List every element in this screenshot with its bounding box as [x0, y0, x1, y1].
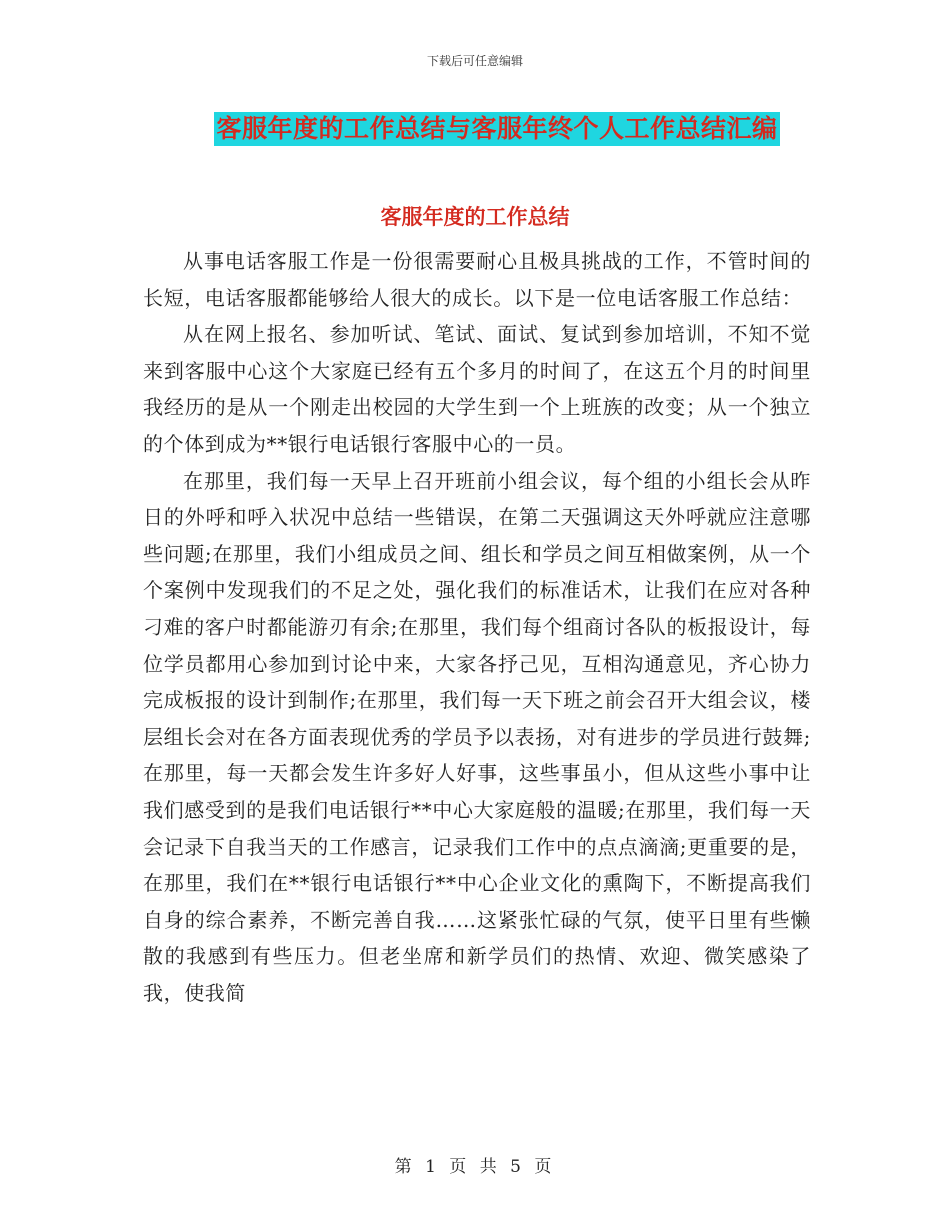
main-title-container [0, 112, 950, 146]
document-body [143, 243, 811, 1011]
main-title: 客服年度的工作总结与客服年终个人工作总结汇编 [214, 112, 779, 146]
paragraph: 从事电话客服工作是一份很需要耐心且极具挑战的工作，不管时间的长短，电话客服都能够给人很大的成长。以下是一位电话客服工作总结： [143, 249, 811, 310]
paragraph: 从在网上报名、参加听试、笔试、面试、复试到参加培训，不知不觉来到客服中心这个大家庭已经有五个多月的时间了，在这五个月的时间里我经历的是从一个刚走出校园的大学生到一个上班族的改变；从一个独立的个体到成为**银行电话银行客服中心的一员。 [143, 322, 811, 456]
paragraph: 在那里，我们每一天早上召开班前小组会议，每个组的小组长会从昨日的外呼和呼入状况中总结一些错误，在第二天强调这天外呼就应注意哪些问题;在那里，我们小组成员之间、组长和学员之间互相做案例，从一个个案例中发现我们的不足之处，强化我们的标准话术，让我们在应对各种刁难的客户时都能游刃有余;在那里，我们每个组商讨各队的板报设计，每位学员都用心参加到讨论中来，大家各抒己见，互相沟通意见，齐心协力完成板报的设计到制作;在那里，我们每一天下班之前会召开大组会议，楼层组长会对在各方面表现优秀的学员予以表扬，对有进步的学员进行鼓舞;在那里，每一天都会发生许多好人好事，这些事虽小，但从这些小事中让我们感受到的是我们电话银行**中心大家庭般的温暖;在那里，我们每一天会记录下自我当天的工作感言，记录我们工作中的点点滴滴;更重要的是，在那里，我们在**银行电话银行**中心企业文化的熏陶下，不断提高我们自身的综合素养，不断完善自我……这紧张忙碌的气氛，使平日里有些懒散的我感到有些压力。但老坐席和新学员们的热情、欢迎、微笑感染了我，使我简 [143, 468, 811, 1005]
page-footer: 第 1 页 共 5 页 [394, 1157, 556, 1177]
header-note: 下载后可任意编辑 [426, 54, 523, 68]
section-title: 客服年度的工作总结 [380, 205, 570, 229]
